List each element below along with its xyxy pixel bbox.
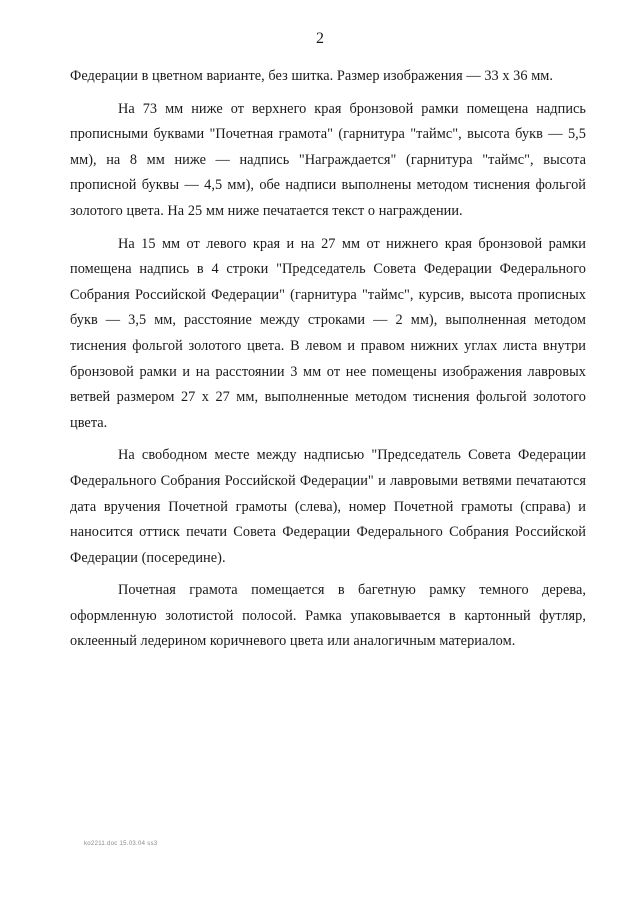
paragraph-continuation: Федерации в цветном варианте, без шитка. Размер изображения — 33 х 36 мм. xyxy=(70,68,554,84)
document-body xyxy=(70,64,586,662)
paragraph-date-number-seal: На свободном месте между надписью "Председатель Совета Федерации Федерального Собрания Российской Федерации" и лавровыми ветвями печатаются дата вручения Почетной грамоты (слева), номер Почетной грамоты (справа) и наносится оттиск печати Совета Федерации Федерального Собрания Российской Федерации (посередине). xyxy=(70,447,586,566)
page-number: 2 xyxy=(316,30,324,47)
paragraph-frame-packaging: Почетная грамота помещается в багетную рамку темного дерева, оформленную золотистой полосой. Рамка упаковывается в картонный футляр, оклеенный ледерином коричневого цвета или аналогичным материалом. xyxy=(70,582,586,650)
paragraph-title-inscription: На 73 мм ниже от верхнего края бронзовой рамки помещена надпись прописными буквами "Почетная грамота" (гарнитура "таймс", высота букв — 5,5 мм), на 8 мм ниже — надпись "Награждается" (гарнитура "таймс", высота прописной буквы — 4,5 мм), обе надписи выполнены методом тиснения фольгой золотого цвета. На 25 мм ниже печатается текст о награждении. xyxy=(70,100,586,219)
paragraph-chairman-inscription: На 15 мм от левого края и на 27 мм от нижнего края бронзовой рамки помещена надпись в 4 строки "Председатель Совета Федерации Федерального Собрания Российской Федерации" (гарнитура "таймс", курсив, высота прописных букв — 3,5 мм, расстояние между строками — 2 мм), выполненная методом тиснения фольгой золотого цвета. В левом и правом нижних углах листа внутри бронзовой рамки и на расстоянии 3 мм от нее помещены изображения лавровых ветвей размером 27 х 27 мм, выполненные методом тиснения фольгой золотого цвета. xyxy=(70,235,586,431)
footer-file-code: ko2211.doc 15.03.04 ss3 xyxy=(84,841,158,847)
